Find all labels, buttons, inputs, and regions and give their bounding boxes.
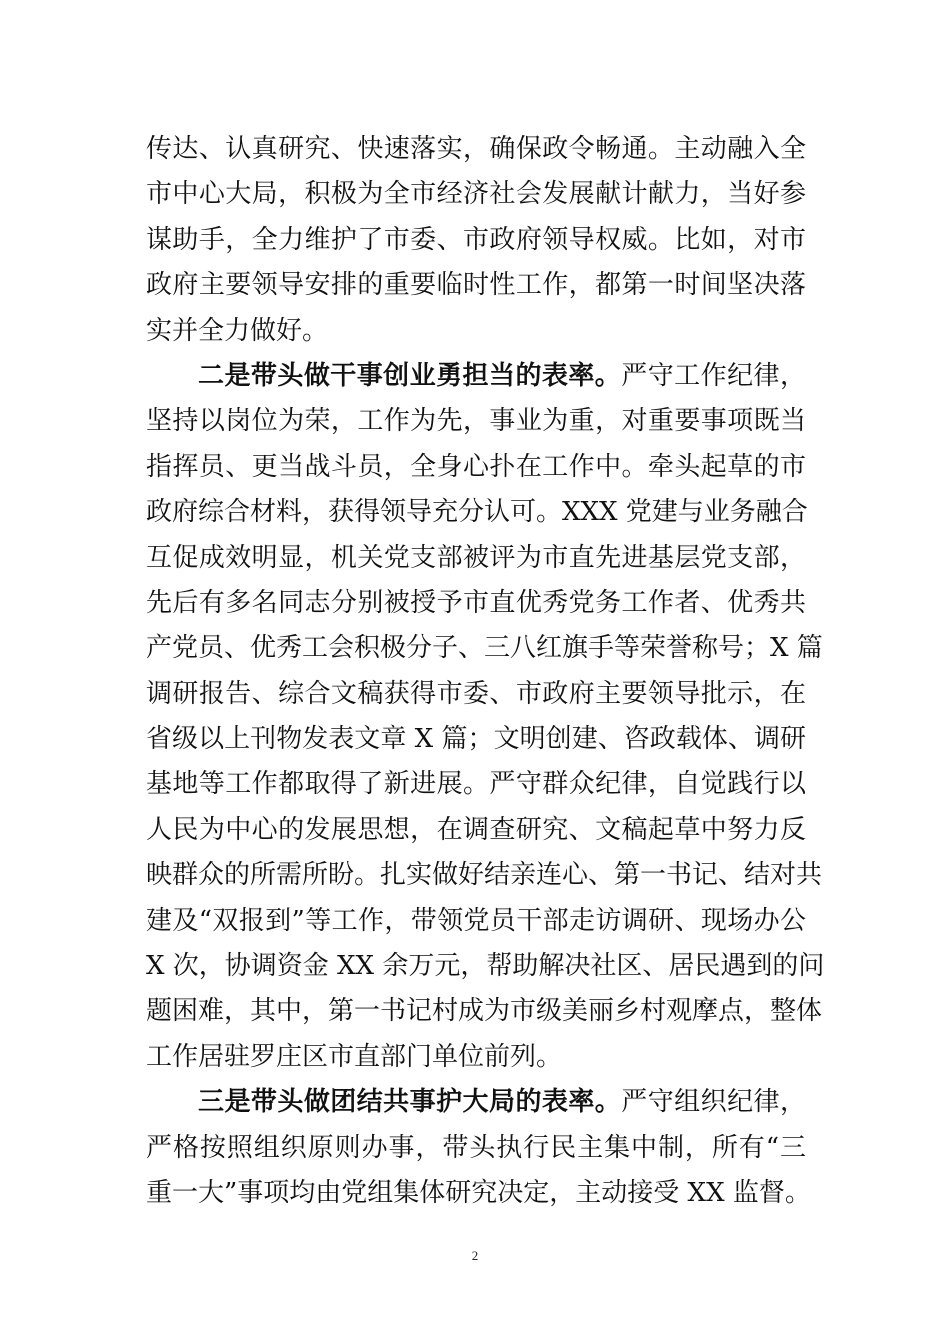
- text-line: 人民为中心的发展思想，在调查研究、文稿起草中努力反: [146, 814, 806, 845]
- paragraph-heading: 二是带头做干事创业勇担当的表率。: [198, 360, 622, 391]
- text-line: 政府综合材料，获得领导充分认可。XXX 党建与业务融合: [146, 497, 808, 528]
- text-line: 省级以上刊物发表文章 X 篇；文明创建、咨政载体、调研: [146, 724, 806, 755]
- text-line: 谋助手，全力维护了市委、市政府领导权威。比如，对市: [146, 224, 806, 255]
- text-line: 先后有多名同志分别被授予市直优秀党务工作者、优秀共: [146, 587, 806, 618]
- paragraph-2: [146, 354, 825, 1080]
- text-line: 实并全力做好。: [146, 315, 329, 346]
- text-line: 互促成效明显，机关党支部被评为市直先进基层党支部，: [146, 542, 806, 573]
- page-number: 2: [471, 1248, 479, 1263]
- paragraph-first-line: [146, 354, 806, 399]
- heading-continuation: 严守工作纪律，: [621, 360, 806, 391]
- paragraph-1: [146, 127, 806, 354]
- heading-continuation: 严守组织纪律，: [621, 1087, 806, 1118]
- text-line: 坚持以岗位为荣，工作为先，事业为重，对重要事项既当: [146, 406, 806, 437]
- paragraph-3: [146, 1080, 811, 1216]
- text-line: 产党员、优秀工会积极分子、三八红旗手等荣誉称号；X 篇: [146, 633, 823, 664]
- text-line: 建及“双报到”等工作，带领党员干部走访调研、现场办公: [146, 905, 806, 936]
- text-line: 市中心大局，积极为全市经济社会发展献计献力，当好参: [146, 179, 806, 210]
- text-line: 题困难，其中，第一书记村成为市级美丽乡村观摩点，整体: [146, 996, 823, 1027]
- text-line: 调研报告、综合文稿获得市委、市政府主要领导批示，在: [146, 678, 806, 709]
- text-line: 重一大”事项均由党组集体研究决定，主动接受 XX 监督。: [146, 1177, 811, 1208]
- text-line: 严格按照组织原则办事，带头执行民主集中制，所有“三: [146, 1132, 806, 1163]
- text-line: 基地等工作都取得了新进展。严守群众纪律，自觉践行以: [146, 769, 806, 800]
- paragraph-heading: 三是带头做团结共事护大局的表率。: [198, 1087, 622, 1118]
- body-text: [146, 127, 825, 1216]
- text-line: 传达、认真研究、快速落实，确保政令畅通。主动融入全: [146, 134, 806, 164]
- text-line: 映群众的所需所盼。扎实做好结亲连心、第一书记、结对共: [146, 860, 823, 891]
- text-line: 政府主要领导安排的重要临时性工作，都第一时间坚决落: [146, 270, 806, 301]
- text-line: 指挥员、更当战斗员，全身心扑在工作中。牵头起草的市: [146, 451, 806, 482]
- paragraph-first-line: [146, 1080, 806, 1125]
- text-line: X 次，协调资金 XX 余万元，帮助解决社区、居民遇到的问: [146, 951, 825, 982]
- text-line: 工作居驻罗庄区市直部门单位前列。: [146, 1041, 563, 1072]
